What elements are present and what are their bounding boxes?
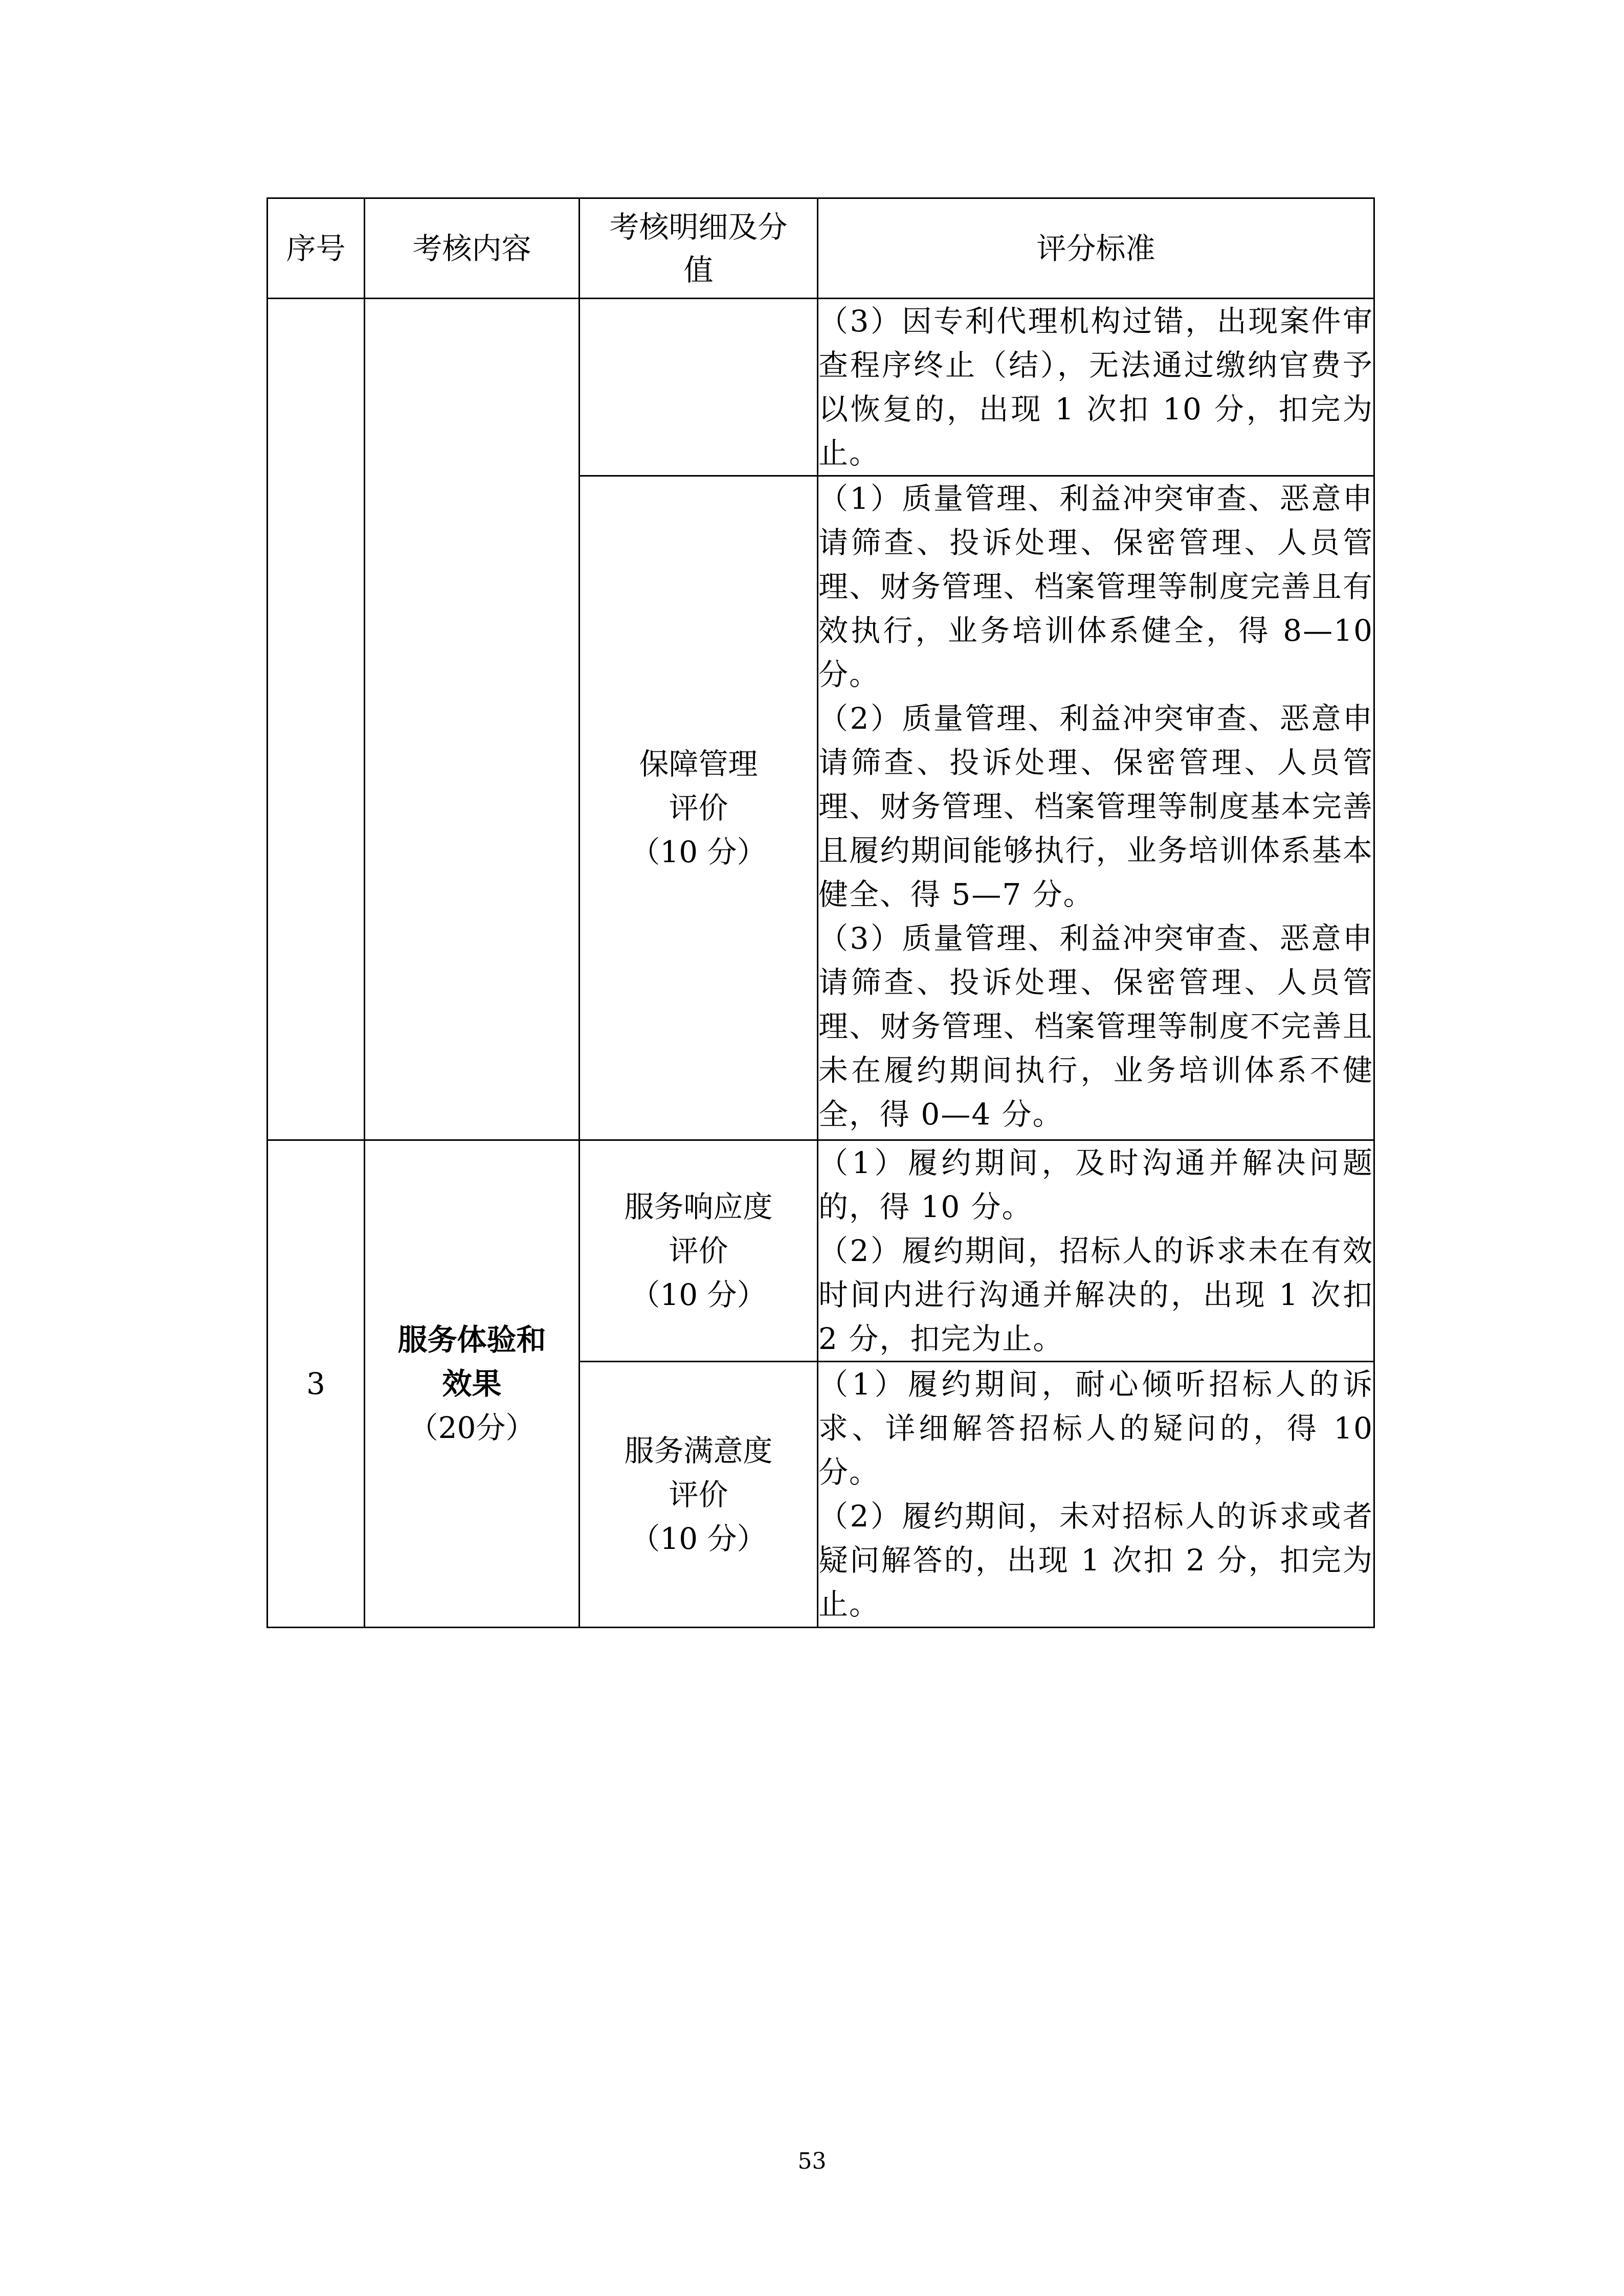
header-standard: 评分标准 — [818, 198, 1374, 299]
table-row — [268, 1140, 1374, 1362]
standard-item: （3）质量管理、利益冲突审查、恶意申请筛查、投诉处理、保密管理、人员管理、财务管理、档案管理等制度不完善且未在履约期间执行，业务培训体系不健全，得 0—4 分。 — [818, 921, 1373, 1132]
seq-cell: 3 — [268, 1140, 365, 1628]
table-header-row — [268, 198, 1374, 299]
seq-cell-continued — [268, 299, 365, 1140]
detail-line: 服务满意度 — [624, 1433, 773, 1468]
detail-line: 评价 — [669, 791, 728, 825]
header-seq: 序号 — [268, 198, 365, 299]
content-score: （20分） — [408, 1410, 536, 1445]
detail-line: 保障管理 — [639, 747, 758, 781]
header-content: 考核内容 — [365, 198, 580, 299]
standard-item: （3）因专利代理机构过错，出现案件审查程序终止（结），无法通过缴纳官费予以恢复的，出现 1 次扣 10 分，扣完为止。 — [818, 304, 1373, 470]
detail-cell — [580, 1140, 818, 1362]
content-title-line: 效果 — [442, 1366, 502, 1401]
content-title-line: 服务体验和 — [397, 1322, 546, 1357]
detail-line: （10 分） — [630, 1521, 767, 1556]
standard-item: （1）履约期间，及时沟通并解决问题的，得 10 分。 — [818, 1145, 1373, 1224]
table-row — [268, 299, 1374, 476]
detail-cell — [580, 476, 818, 1140]
standard-item: （2）质量管理、利益冲突审查、恶意申请筛查、投诉处理、保密管理、人员管理、财务管理、档案管理等制度基本完善且履约期间能够执行，业务培训体系基本健全、得 5—7 分。 — [818, 701, 1373, 912]
standard-item: （2）履约期间，未对招标人的诉求或者疑问解答的，出现 1 次扣 2 分，扣完为止。 — [818, 1499, 1373, 1622]
content-cell-continued — [365, 299, 580, 1140]
standard-item: （2）履约期间，招标人的诉求未在有效时间内进行沟通并解决的，出现 1 次扣 2 分，扣完为止。 — [818, 1233, 1373, 1356]
standard-cell — [818, 299, 1374, 476]
content-cell — [365, 1140, 580, 1628]
standard-item: （1）履约期间，耐心倾听招标人的诉求、详细解答招标人的疑问的，得 10 分。 — [818, 1367, 1373, 1490]
standard-cell — [818, 476, 1374, 1140]
standard-item: （1）质量管理、利益冲突审查、恶意申请筛查、投诉处理、保密管理、人员管理、财务管理、档案管理等制度完善且有效执行，业务培训体系健全，得 8—10 分。 — [818, 481, 1373, 692]
detail-line: 评价 — [669, 1477, 728, 1512]
detail-cell-empty — [580, 299, 818, 476]
standard-cell — [818, 1140, 1374, 1362]
detail-line: 评价 — [669, 1233, 728, 1268]
page-number: 53 — [797, 2148, 827, 2174]
detail-line: （10 分） — [630, 835, 767, 869]
detail-line: 服务响应度 — [624, 1189, 773, 1224]
scoring-table — [266, 197, 1375, 1628]
header-detail: 考核明细及分值 — [580, 198, 818, 299]
standard-cell — [818, 1362, 1374, 1628]
detail-line: （10 分） — [630, 1277, 767, 1312]
detail-cell — [580, 1362, 818, 1628]
